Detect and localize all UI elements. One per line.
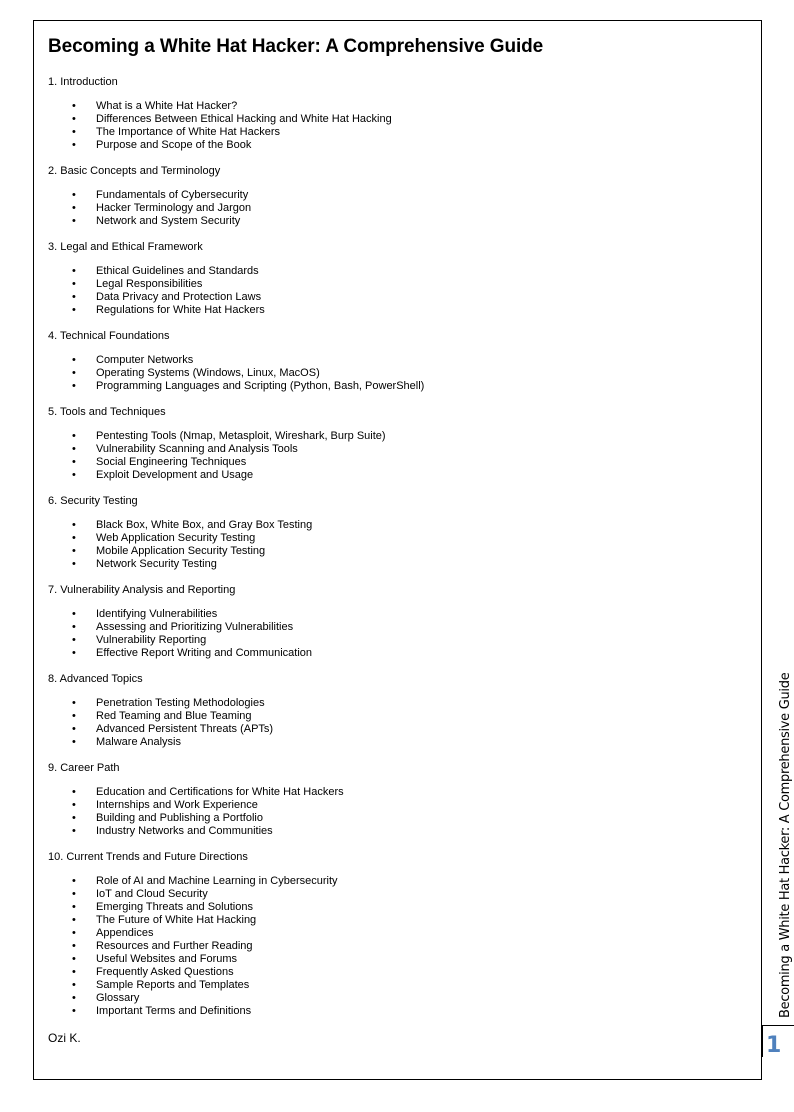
list-item (48, 265, 748, 278)
bullet-icon: • (72, 979, 76, 991)
list-item (48, 469, 748, 482)
section-heading: 9. Career Path (48, 762, 120, 774)
list-item-text: Exploit Development and Usage (96, 469, 254, 481)
bullet-icon: • (72, 100, 76, 112)
list-item (48, 291, 748, 304)
list-item-text: Glossary (96, 992, 140, 1004)
list-item (48, 139, 748, 152)
list-item-text: Network and System Security (96, 215, 241, 227)
bullet-icon: • (72, 901, 76, 913)
list-item (48, 1005, 748, 1018)
bullet-icon: • (72, 126, 76, 138)
list-item (48, 456, 748, 469)
bullet-list (48, 100, 748, 152)
list-item (48, 519, 748, 532)
bullet-icon: • (72, 265, 76, 277)
list-item-text: Vulnerability Reporting (96, 634, 207, 646)
list-item (48, 723, 748, 736)
list-item-text: Industry Networks and Communities (96, 825, 273, 837)
list-item-text: The Importance of White Hat Hackers (96, 126, 281, 138)
bullet-icon: • (72, 736, 76, 748)
list-item-text: Effective Report Writing and Communication (96, 647, 313, 659)
list-item-text: Assessing and Prioritizing Vulnerabilities (96, 621, 294, 633)
bullet-icon: • (72, 519, 76, 531)
bullet-icon: • (72, 189, 76, 201)
bullet-icon: • (72, 113, 76, 125)
section-heading: 8. Advanced Topics (48, 673, 143, 685)
list-item (48, 953, 748, 966)
list-item (48, 278, 748, 291)
bullet-icon: • (72, 1005, 76, 1017)
list-item-text: Identifying Vulnerabilities (96, 608, 218, 620)
bullet-icon: • (72, 697, 76, 709)
list-item (48, 786, 748, 799)
side-header-title: Becoming a White Hat Hacker: A Comprehensive Guide (778, 672, 793, 1018)
bullet-icon: • (72, 202, 76, 214)
bullet-icon: • (72, 532, 76, 544)
list-item-text: Vulnerability Scanning and Analysis Tools (96, 443, 298, 455)
section-heading: 7. Vulnerability Analysis and Reporting (48, 584, 236, 596)
list-item-text: Important Terms and Definitions (96, 1005, 252, 1017)
bullet-icon: • (72, 992, 76, 1004)
bullet-icon: • (72, 558, 76, 570)
list-item (48, 532, 748, 545)
list-item (48, 914, 748, 927)
bullet-icon: • (72, 621, 76, 633)
list-item-text: Useful Websites and Forums (96, 953, 238, 965)
list-item-text: Computer Networks (96, 354, 194, 366)
bullet-list (48, 875, 748, 1018)
list-item-text: Ethical Guidelines and Standards (96, 265, 259, 277)
list-item (48, 126, 748, 139)
bullet-icon: • (72, 430, 76, 442)
list-item (48, 825, 748, 838)
bullet-icon: • (72, 608, 76, 620)
bullet-icon: • (72, 304, 76, 316)
section-heading: 3. Legal and Ethical Framework (48, 241, 203, 253)
bullet-icon: • (72, 291, 76, 303)
bullet-icon: • (72, 278, 76, 290)
list-item-text: Fundamentals of Cybersecurity (96, 189, 249, 201)
page-content (48, 35, 748, 1045)
list-item-text: Differences Between Ethical Hacking and White Hat Hacking (96, 113, 392, 125)
document-page (33, 20, 762, 1080)
list-item-text: Sample Reports and Templates (96, 979, 250, 991)
list-item-text: Malware Analysis (96, 736, 181, 748)
bullet-icon: • (72, 812, 76, 824)
list-item-text: Black Box, White Box, and Gray Box Testing (96, 519, 313, 531)
section-heading: 2. Basic Concepts and Terminology (48, 165, 221, 177)
list-item (48, 354, 748, 367)
list-item (48, 697, 748, 710)
bullet-icon: • (72, 786, 76, 798)
bullet-list (48, 519, 748, 571)
list-item-text: Education and Certifications for White Hat Hackers (96, 786, 344, 798)
list-item-text: Network Security Testing (96, 558, 217, 570)
list-item (48, 215, 748, 228)
list-item-text: Role of AI and Machine Learning in Cybersecurity (96, 875, 338, 887)
list-item (48, 189, 748, 202)
list-item (48, 710, 748, 723)
list-item (48, 966, 748, 979)
list-item (48, 202, 748, 215)
list-item (48, 621, 748, 634)
list-item (48, 812, 748, 825)
list-item-text: Mobile Application Security Testing (96, 545, 266, 557)
list-item-text: Advanced Persistent Threats (APTs) (96, 723, 274, 735)
list-item (48, 443, 748, 456)
list-item-text: Data Privacy and Protection Laws (96, 291, 262, 303)
list-item-text: Hacker Terminology and Jargon (96, 202, 252, 214)
list-item (48, 558, 748, 571)
page-number-rule (762, 1025, 794, 1026)
bullet-list (48, 189, 748, 228)
side-header-tab (762, 660, 794, 1024)
list-item (48, 608, 748, 621)
list-item-text: Building and Publishing a Portfolio (96, 812, 263, 824)
list-item (48, 799, 748, 812)
list-item-text: Frequently Asked Questions (96, 966, 234, 978)
bullet-icon: • (72, 443, 76, 455)
bullet-icon: • (72, 799, 76, 811)
list-item (48, 992, 748, 1005)
bullet-icon: • (72, 888, 76, 900)
bullet-icon: • (72, 215, 76, 227)
bullet-icon: • (72, 380, 76, 392)
bullet-icon: • (72, 914, 76, 926)
list-item-text: Resources and Further Reading (96, 940, 253, 952)
page-number-divider (762, 1025, 763, 1057)
list-item (48, 875, 748, 888)
bullet-icon: • (72, 927, 76, 939)
list-item (48, 736, 748, 749)
bullet-icon: • (72, 710, 76, 722)
bullet-list (48, 430, 748, 482)
bullet-icon: • (72, 367, 76, 379)
bullet-list (48, 786, 748, 838)
list-item (48, 367, 748, 380)
bullet-list (48, 265, 748, 317)
list-item-text: Appendices (96, 927, 154, 939)
section-heading: 4. Technical Foundations (48, 330, 170, 342)
list-item (48, 979, 748, 992)
table-of-contents (48, 76, 748, 1018)
list-item (48, 927, 748, 940)
section-heading: 1. Introduction (48, 76, 118, 88)
list-item (48, 380, 748, 393)
bullet-icon: • (72, 139, 76, 151)
list-item-text: Regulations for White Hat Hackers (96, 304, 265, 316)
list-item-text: What is a White Hat Hacker? (96, 100, 238, 112)
bullet-list (48, 697, 748, 749)
list-item-text: Operating Systems (Windows, Linux, MacOS) (96, 367, 320, 379)
bullet-list (48, 354, 748, 393)
list-item (48, 647, 748, 660)
bullet-icon: • (72, 634, 76, 646)
list-item-text: Penetration Testing Methodologies (96, 697, 265, 709)
bullet-icon: • (72, 875, 76, 887)
bullet-icon: • (72, 966, 76, 978)
list-item-text: Web Application Security Testing (96, 532, 256, 544)
bullet-icon: • (72, 545, 76, 557)
list-item-text: Legal Responsibilities (96, 278, 203, 290)
section-heading: 10. Current Trends and Future Directions (48, 851, 248, 863)
list-item-text: The Future of White Hat Hacking (96, 914, 257, 926)
list-item (48, 901, 748, 914)
bullet-icon: • (72, 825, 76, 837)
bullet-icon: • (72, 456, 76, 468)
section-heading: 6. Security Testing (48, 495, 138, 507)
bullet-list (48, 608, 748, 660)
bullet-icon: • (72, 723, 76, 735)
list-item (48, 940, 748, 953)
page-number: 1 (766, 1033, 782, 1058)
list-item (48, 430, 748, 443)
list-item-text: Red Teaming and Blue Teaming (96, 710, 252, 722)
list-item-text: Social Engineering Techniques (96, 456, 247, 468)
bullet-icon: • (72, 953, 76, 965)
list-item-text: IoT and Cloud Security (96, 888, 208, 900)
list-item (48, 113, 748, 126)
list-item (48, 545, 748, 558)
list-item-text: Purpose and Scope of the Book (96, 139, 252, 151)
bullet-icon: • (72, 354, 76, 366)
bullet-icon: • (72, 647, 76, 659)
section-heading: 5. Tools and Techniques (48, 406, 166, 418)
list-item-text: Programming Languages and Scripting (Python, Bash, PowerShell) (96, 380, 425, 392)
list-item-text: Emerging Threats and Solutions (96, 901, 253, 913)
list-item (48, 304, 748, 317)
list-item-text: Internships and Work Experience (96, 799, 258, 811)
list-item (48, 888, 748, 901)
list-item (48, 634, 748, 647)
list-item (48, 100, 748, 113)
list-item-text: Pentesting Tools (Nmap, Metasploit, Wireshark, Burp Suite) (96, 430, 386, 442)
document-title: Becoming a White Hat Hacker: A Comprehensive Guide (48, 36, 544, 57)
author-name: Ozi K. (48, 1031, 81, 1045)
bullet-icon: • (72, 940, 76, 952)
bullet-icon: • (72, 469, 76, 481)
